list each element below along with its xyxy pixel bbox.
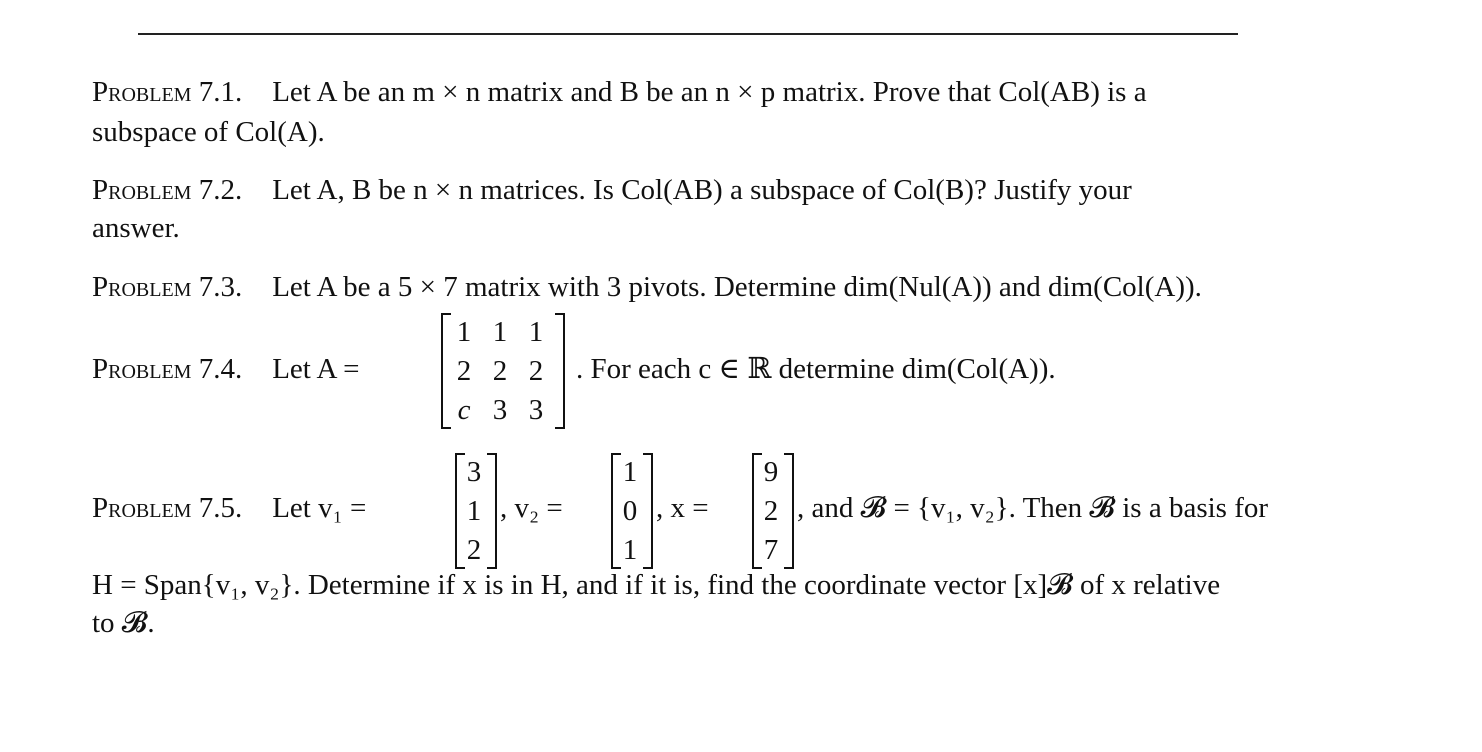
- matrix-cell: 3: [492, 394, 508, 426]
- vector-entry: 2: [763, 495, 779, 527]
- vector-entry: 1: [466, 495, 482, 527]
- vector-entry: 1: [622, 456, 638, 488]
- vector-v1-right-bracket: [487, 453, 497, 569]
- matrix-cell: 3: [528, 394, 544, 426]
- top-rule: [138, 33, 1238, 35]
- problem-heading: Problem 7.2.: [92, 174, 243, 206]
- matrix-cell: 2: [528, 355, 544, 387]
- problem-text: Let A, B be n × n matrices. Is Col(AB) a subspace of Col(B)? Justify your: [272, 174, 1132, 206]
- vector-entry: 7: [763, 534, 779, 566]
- problem-heading: Problem 7.3.: [92, 271, 243, 303]
- problem-7-3-line-1: [92, 267, 1202, 307]
- problem-7-5-line-3: to 𝓑.: [92, 607, 155, 639]
- matrix-cell: 1: [456, 316, 472, 348]
- vector-v1: [463, 453, 485, 570]
- problem-text: Let A be an m × n matrix and B be an n × p matrix. Prove that Col(AB) is a: [272, 76, 1147, 108]
- problem-lead: Let A =: [272, 353, 360, 385]
- problem-heading: Problem 7.1.: [92, 76, 243, 108]
- problem-7-5-line-1: [92, 488, 366, 528]
- problem-7-2-line-2: answer.: [92, 212, 180, 244]
- problem-heading: Problem 7.4.: [92, 353, 243, 385]
- problem-heading: Problem 7.5.: [92, 492, 243, 524]
- matrix-a: [450, 313, 550, 430]
- vector-entry: 9: [763, 456, 779, 488]
- vector-x: [760, 453, 782, 570]
- vector-v2-right-bracket: [643, 453, 653, 569]
- problem-7-5-mid-2: , x =: [656, 492, 709, 524]
- problem-7-1-line-2: subspace of Col(A).: [92, 116, 325, 148]
- matrix-right-bracket: [555, 313, 565, 429]
- matrix-cell: 1: [528, 316, 544, 348]
- problem-7-5-line-2: H = Span{v₁, v₂}. Determine if x is in H, and if it is, find the coordinate vector [x]𝓑 of x relative: [92, 569, 1221, 601]
- vector-v2: [619, 453, 641, 570]
- vector-entry: 3: [466, 456, 482, 488]
- matrix-cell: c: [457, 394, 471, 426]
- problem-lead: Let v₁ =: [272, 492, 367, 524]
- matrix-cell: 2: [492, 355, 508, 387]
- vector-entry: 0: [622, 495, 638, 527]
- matrix-cell: 2: [456, 355, 472, 387]
- problem-7-5-mid-1: , v₂ =: [500, 492, 563, 524]
- vector-x-right-bracket: [784, 453, 794, 569]
- problem-7-2-line-1: [92, 170, 1132, 210]
- vector-entry: 2: [466, 534, 482, 566]
- vector-entry: 1: [622, 534, 638, 566]
- problem-7-5-tail: , and 𝓑 = {v₁, v₂}. Then 𝓑 is a basis for: [797, 492, 1269, 524]
- matrix-cell: 1: [492, 316, 508, 348]
- problem-7-4-line-1: [92, 349, 359, 389]
- problem-7-4-tail: . For each c ∈ ℝ determine dim(Col(A)).: [576, 353, 1056, 385]
- problem-text: Let A be a 5 × 7 matrix with 3 pivots. Determine dim(Nul(A)) and dim(Col(A)).: [272, 271, 1202, 303]
- problem-7-1-line-1: [92, 72, 1147, 112]
